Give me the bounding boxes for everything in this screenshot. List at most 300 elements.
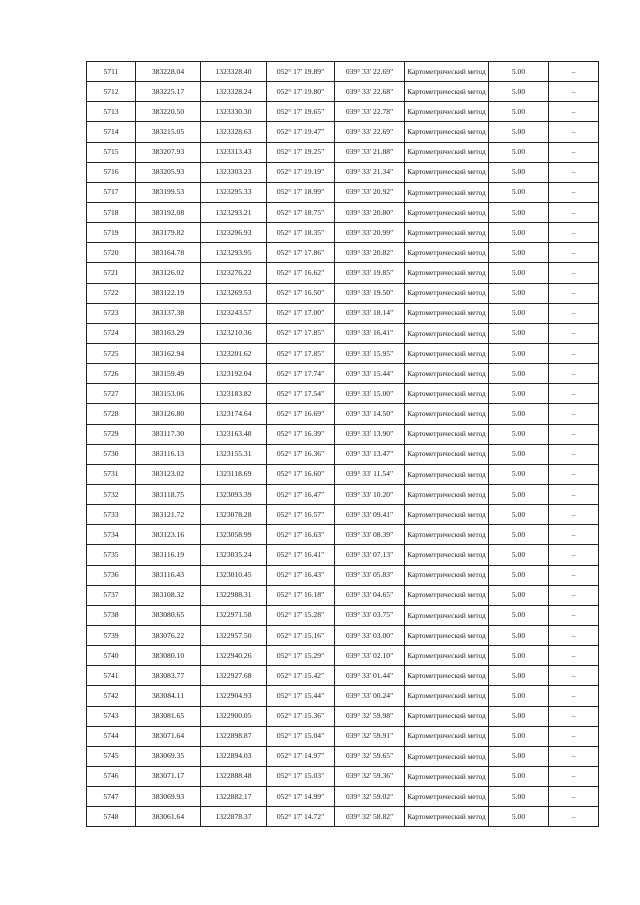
table-row [87,464,599,484]
note-cell: – [549,666,599,686]
method-cell: Картометрический метод [405,565,489,585]
method-cell: Картометрический метод [405,746,489,766]
note-cell: – [549,424,599,444]
point-number-cell: 5723 [87,303,136,323]
table-row [87,263,599,283]
x-coordinate-cell: 383162.94 [136,343,201,363]
point-number-cell: 5742 [87,686,136,706]
point-number-cell: 5735 [87,545,136,565]
latitude-cell: 052° 17' 18.35" [267,223,335,243]
table-row [87,343,599,363]
longitude-cell: 039° 33' 22.69" [335,62,405,82]
longitude-cell: 039° 33' 01.44" [335,666,405,686]
accuracy-cell: 5.00 [489,484,549,504]
note-cell: – [549,142,599,162]
table-row [87,666,599,686]
x-coordinate-cell: 383071.64 [136,726,201,746]
latitude-cell: 052° 17' 17.85" [267,343,335,363]
point-number-cell: 5731 [87,464,136,484]
y-coordinate-cell: 1322927.68 [201,666,267,686]
y-coordinate-cell: 1322878.37 [201,807,267,827]
note-cell: – [549,303,599,323]
accuracy-cell: 5.00 [489,746,549,766]
method-cell: Картометрический метод [405,625,489,645]
y-coordinate-cell: 1323328.63 [201,122,267,142]
table-row [87,726,599,746]
method-cell: Картометрический метод [405,243,489,263]
longitude-cell: 039° 33' 19.50" [335,283,405,303]
method-cell: Картометрический метод [405,444,489,464]
latitude-cell: 052° 17' 16.57" [267,505,335,525]
table-row [87,424,599,444]
table-row [87,484,599,504]
accuracy-cell: 5.00 [489,142,549,162]
y-coordinate-cell: 1322971.58 [201,605,267,625]
y-coordinate-cell: 1322900.05 [201,706,267,726]
latitude-cell: 052° 17' 19.47" [267,122,335,142]
x-coordinate-cell: 383179.82 [136,223,201,243]
latitude-cell: 052° 17' 16.36" [267,444,335,464]
accuracy-cell: 5.00 [489,343,549,363]
accuracy-cell: 5.00 [489,162,549,182]
accuracy-cell: 5.00 [489,505,549,525]
method-cell: Картометрический метод [405,424,489,444]
point-number-cell: 5720 [87,243,136,263]
y-coordinate-cell: 1323328.40 [201,62,267,82]
y-coordinate-cell: 1322940.26 [201,646,267,666]
y-coordinate-cell: 1323010.45 [201,565,267,585]
longitude-cell: 039° 33' 20.82" [335,243,405,263]
accuracy-cell: 5.00 [489,263,549,283]
accuracy-cell: 5.00 [489,364,549,384]
method-cell: Картометрический метод [405,807,489,827]
note-cell: – [549,565,599,585]
x-coordinate-cell: 383121.72 [136,505,201,525]
method-cell: Картометрический метод [405,646,489,666]
y-coordinate-cell: 1323296.93 [201,223,267,243]
accuracy-cell: 5.00 [489,102,549,122]
y-coordinate-cell: 1323328.24 [201,82,267,102]
latitude-cell: 052° 17' 14.72" [267,807,335,827]
latitude-cell: 052° 17' 19.80" [267,82,335,102]
x-coordinate-cell: 383116.13 [136,444,201,464]
longitude-cell: 039° 33' 03.75" [335,605,405,625]
method-cell: Картометрический метод [405,82,489,102]
method-cell: Картометрический метод [405,343,489,363]
accuracy-cell: 5.00 [489,404,549,424]
method-cell: Картометрический метод [405,263,489,283]
y-coordinate-cell: 1323093.39 [201,484,267,504]
latitude-cell: 052° 17' 16.69" [267,404,335,424]
longitude-cell: 039° 32' 59.91" [335,726,405,746]
latitude-cell: 052° 17' 16.41" [267,545,335,565]
longitude-cell: 039° 33' 05.83" [335,565,405,585]
longitude-cell: 039° 33' 20.99" [335,223,405,243]
accuracy-cell: 5.00 [489,202,549,222]
table-row [87,545,599,565]
point-number-cell: 5728 [87,404,136,424]
note-cell: – [549,202,599,222]
x-coordinate-cell: 383069.93 [136,787,201,807]
method-cell: Картометрический метод [405,726,489,746]
point-number-cell: 5738 [87,605,136,625]
point-number-cell: 5737 [87,585,136,605]
method-cell: Картометрический метод [405,162,489,182]
point-number-cell: 5713 [87,102,136,122]
longitude-cell: 039° 33' 13.47" [335,444,405,464]
note-cell: – [549,283,599,303]
latitude-cell: 052° 17' 19.65" [267,102,335,122]
x-coordinate-cell: 383123.16 [136,525,201,545]
x-coordinate-cell: 383080.65 [136,605,201,625]
method-cell: Картометрический метод [405,706,489,726]
note-cell: – [549,646,599,666]
table-row [87,585,599,605]
point-number-cell: 5715 [87,142,136,162]
note-cell: – [549,62,599,82]
accuracy-cell: 5.00 [489,464,549,484]
longitude-cell: 039° 33' 11.54" [335,464,405,484]
y-coordinate-cell: 1323192.04 [201,364,267,384]
method-cell: Картометрический метод [405,283,489,303]
method-cell: Картометрический метод [405,666,489,686]
accuracy-cell: 5.00 [489,646,549,666]
y-coordinate-cell: 1322898.87 [201,726,267,746]
x-coordinate-cell: 383118.75 [136,484,201,504]
latitude-cell: 052° 17' 19.19" [267,162,335,182]
y-coordinate-cell: 1322904.93 [201,686,267,706]
table-row [87,766,599,786]
x-coordinate-cell: 383117.30 [136,424,201,444]
accuracy-cell: 5.00 [489,726,549,746]
note-cell: – [549,525,599,545]
method-cell: Картометрический метод [405,464,489,484]
accuracy-cell: 5.00 [489,666,549,686]
table-row [87,243,599,263]
table-row [87,787,599,807]
x-coordinate-cell: 383215.05 [136,122,201,142]
note-cell: – [549,585,599,605]
note-cell: – [549,464,599,484]
y-coordinate-cell: 1322988.31 [201,585,267,605]
x-coordinate-cell: 383220.50 [136,102,201,122]
longitude-cell: 039° 33' 20.80" [335,202,405,222]
x-coordinate-cell: 383083.77 [136,666,201,686]
latitude-cell: 052° 17' 17.54" [267,384,335,404]
table-row [87,505,599,525]
method-cell: Картометрический метод [405,766,489,786]
note-cell: – [549,545,599,565]
longitude-cell: 039° 33' 22.69" [335,122,405,142]
point-number-cell: 5718 [87,202,136,222]
longitude-cell: 039° 33' 07.13" [335,545,405,565]
x-coordinate-cell: 383081.65 [136,706,201,726]
point-number-cell: 5732 [87,484,136,504]
accuracy-cell: 5.00 [489,384,549,404]
y-coordinate-cell: 1323155.31 [201,444,267,464]
note-cell: – [549,746,599,766]
note-cell: – [549,384,599,404]
method-cell: Картометрический метод [405,525,489,545]
y-coordinate-cell: 1323330.30 [201,102,267,122]
note-cell: – [549,343,599,363]
accuracy-cell: 5.00 [489,243,549,263]
latitude-cell: 052° 17' 15.03" [267,766,335,786]
y-coordinate-cell: 1323035.24 [201,545,267,565]
note-cell: – [549,686,599,706]
note-cell: – [549,726,599,746]
latitude-cell: 052° 17' 16.43" [267,565,335,585]
y-coordinate-cell: 1323295.33 [201,182,267,202]
accuracy-cell: 5.00 [489,706,549,726]
y-coordinate-cell: 1323058.99 [201,525,267,545]
longitude-cell: 039° 33' 00.24" [335,686,405,706]
method-cell: Картометрический метод [405,404,489,424]
latitude-cell: 052° 17' 17.86" [267,243,335,263]
note-cell: – [549,263,599,283]
point-number-cell: 5716 [87,162,136,182]
latitude-cell: 052° 17' 15.28" [267,605,335,625]
note-cell: – [549,505,599,525]
longitude-cell: 039° 32' 59.65" [335,746,405,766]
note-cell: – [549,404,599,424]
latitude-cell: 052° 17' 16.50" [267,283,335,303]
longitude-cell: 039° 33' 13.90" [335,424,405,444]
table-row [87,565,599,585]
method-cell: Картометрический метод [405,142,489,162]
x-coordinate-cell: 383076.22 [136,625,201,645]
table-row [87,686,599,706]
note-cell: – [549,787,599,807]
note-cell: – [549,122,599,142]
method-cell: Картометрический метод [405,787,489,807]
note-cell: – [549,605,599,625]
coordinates-table-body [87,62,599,827]
table-row [87,807,599,827]
method-cell: Картометрический метод [405,323,489,343]
x-coordinate-cell: 383080.10 [136,646,201,666]
longitude-cell: 039° 33' 15.95" [335,343,405,363]
x-coordinate-cell: 383225.17 [136,82,201,102]
note-cell: – [549,766,599,786]
note-cell: – [549,243,599,263]
accuracy-cell: 5.00 [489,787,549,807]
longitude-cell: 039° 33' 04.65" [335,585,405,605]
x-coordinate-cell: 383069.35 [136,746,201,766]
latitude-cell: 052° 17' 16.62" [267,263,335,283]
accuracy-cell: 5.00 [489,545,549,565]
latitude-cell: 052° 17' 14.97" [267,746,335,766]
accuracy-cell: 5.00 [489,766,549,786]
note-cell: – [549,162,599,182]
longitude-cell: 039° 33' 21.88" [335,142,405,162]
latitude-cell: 052° 17' 17.74" [267,364,335,384]
point-number-cell: 5733 [87,505,136,525]
latitude-cell: 052° 17' 15.42" [267,666,335,686]
note-cell: – [549,223,599,243]
point-number-cell: 5746 [87,766,136,786]
x-coordinate-cell: 383122.19 [136,283,201,303]
note-cell: – [549,82,599,102]
method-cell: Картометрический метод [405,545,489,565]
accuracy-cell: 5.00 [489,625,549,645]
table-row [87,283,599,303]
method-cell: Картометрический метод [405,484,489,504]
accuracy-cell: 5.00 [489,62,549,82]
longitude-cell: 039° 32' 59.36" [335,766,405,786]
y-coordinate-cell: 1322882.17 [201,787,267,807]
method-cell: Картометрический метод [405,122,489,142]
table-row [87,404,599,424]
latitude-cell: 052° 17' 15.04" [267,726,335,746]
table-row [87,122,599,142]
method-cell: Картометрический метод [405,686,489,706]
note-cell: – [549,364,599,384]
y-coordinate-cell: 1323183.82 [201,384,267,404]
table-row [87,525,599,545]
y-coordinate-cell: 1322957.50 [201,625,267,645]
method-cell: Картометрический метод [405,364,489,384]
point-number-cell: 5745 [87,746,136,766]
point-number-cell: 5719 [87,223,136,243]
table-row [87,102,599,122]
y-coordinate-cell: 1323078.28 [201,505,267,525]
accuracy-cell: 5.00 [489,585,549,605]
x-coordinate-cell: 383116.19 [136,545,201,565]
point-number-cell: 5729 [87,424,136,444]
accuracy-cell: 5.00 [489,525,549,545]
latitude-cell: 052° 17' 16.39" [267,424,335,444]
latitude-cell: 052° 17' 16.18" [267,585,335,605]
x-coordinate-cell: 383084.11 [136,686,201,706]
table-row [87,142,599,162]
point-number-cell: 5743 [87,706,136,726]
accuracy-cell: 5.00 [489,605,549,625]
accuracy-cell: 5.00 [489,424,549,444]
latitude-cell: 052° 17' 16.60" [267,464,335,484]
point-number-cell: 5739 [87,625,136,645]
latitude-cell: 052° 17' 17.00" [267,303,335,323]
x-coordinate-cell: 383126.80 [136,404,201,424]
x-coordinate-cell: 383137.38 [136,303,201,323]
x-coordinate-cell: 383199.53 [136,182,201,202]
point-number-cell: 5711 [87,62,136,82]
x-coordinate-cell: 383126.02 [136,263,201,283]
longitude-cell: 039° 33' 15.00" [335,384,405,404]
y-coordinate-cell: 1322894.03 [201,746,267,766]
table-row [87,706,599,726]
table-row [87,384,599,404]
x-coordinate-cell: 383228.04 [136,62,201,82]
coordinates-table [86,61,599,827]
x-coordinate-cell: 383192.08 [136,202,201,222]
table-row [87,223,599,243]
accuracy-cell: 5.00 [489,182,549,202]
y-coordinate-cell: 1323293.21 [201,202,267,222]
point-number-cell: 5712 [87,82,136,102]
method-cell: Картометрический метод [405,62,489,82]
accuracy-cell: 5.00 [489,122,549,142]
note-cell: – [549,444,599,464]
x-coordinate-cell: 383164.78 [136,243,201,263]
accuracy-cell: 5.00 [489,303,549,323]
point-number-cell: 5734 [87,525,136,545]
document-page [86,61,598,827]
point-number-cell: 5744 [87,726,136,746]
point-number-cell: 5714 [87,122,136,142]
x-coordinate-cell: 383205.93 [136,162,201,182]
x-coordinate-cell: 383153.06 [136,384,201,404]
x-coordinate-cell: 383116.43 [136,565,201,585]
longitude-cell: 039° 33' 10.20" [335,484,405,504]
note-cell: – [549,102,599,122]
accuracy-cell: 5.00 [489,82,549,102]
y-coordinate-cell: 1323303.23 [201,162,267,182]
point-number-cell: 5721 [87,263,136,283]
latitude-cell: 052° 17' 19.25" [267,142,335,162]
y-coordinate-cell: 1323293.95 [201,243,267,263]
y-coordinate-cell: 1322888.48 [201,766,267,786]
y-coordinate-cell: 1323201.62 [201,343,267,363]
longitude-cell: 039° 33' 21.34" [335,162,405,182]
longitude-cell: 039° 33' 09.41" [335,505,405,525]
table-row [87,303,599,323]
note-cell: – [549,323,599,343]
x-coordinate-cell: 383071.17 [136,766,201,786]
method-cell: Картометрический метод [405,384,489,404]
table-row [87,323,599,343]
accuracy-cell: 5.00 [489,323,549,343]
point-number-cell: 5741 [87,666,136,686]
point-number-cell: 5730 [87,444,136,464]
table-row [87,62,599,82]
x-coordinate-cell: 383108.32 [136,585,201,605]
latitude-cell: 052° 17' 15.36" [267,706,335,726]
y-coordinate-cell: 1323163.48 [201,424,267,444]
method-cell: Картометрический метод [405,102,489,122]
point-number-cell: 5748 [87,807,136,827]
latitude-cell: 052° 17' 16.63" [267,525,335,545]
accuracy-cell: 5.00 [489,807,549,827]
accuracy-cell: 5.00 [489,223,549,243]
longitude-cell: 039° 33' 08.39" [335,525,405,545]
method-cell: Картометрический метод [405,585,489,605]
table-row [87,364,599,384]
y-coordinate-cell: 1323174.64 [201,404,267,424]
table-row [87,625,599,645]
table-row [87,605,599,625]
table-row [87,182,599,202]
longitude-cell: 039° 32' 58.82" [335,807,405,827]
longitude-cell: 039° 32' 59.98" [335,706,405,726]
point-number-cell: 5717 [87,182,136,202]
method-cell: Картометрический метод [405,505,489,525]
method-cell: Картометрический метод [405,223,489,243]
y-coordinate-cell: 1323243.57 [201,303,267,323]
latitude-cell: 052° 17' 17.85" [267,323,335,343]
accuracy-cell: 5.00 [489,283,549,303]
point-number-cell: 5726 [87,364,136,384]
point-number-cell: 5727 [87,384,136,404]
longitude-cell: 039° 33' 16.41" [335,323,405,343]
table-row [87,162,599,182]
accuracy-cell: 5.00 [489,686,549,706]
point-number-cell: 5736 [87,565,136,585]
note-cell: – [549,182,599,202]
latitude-cell: 052° 17' 18.75" [267,202,335,222]
method-cell: Картометрический метод [405,605,489,625]
method-cell: Картометрический метод [405,182,489,202]
